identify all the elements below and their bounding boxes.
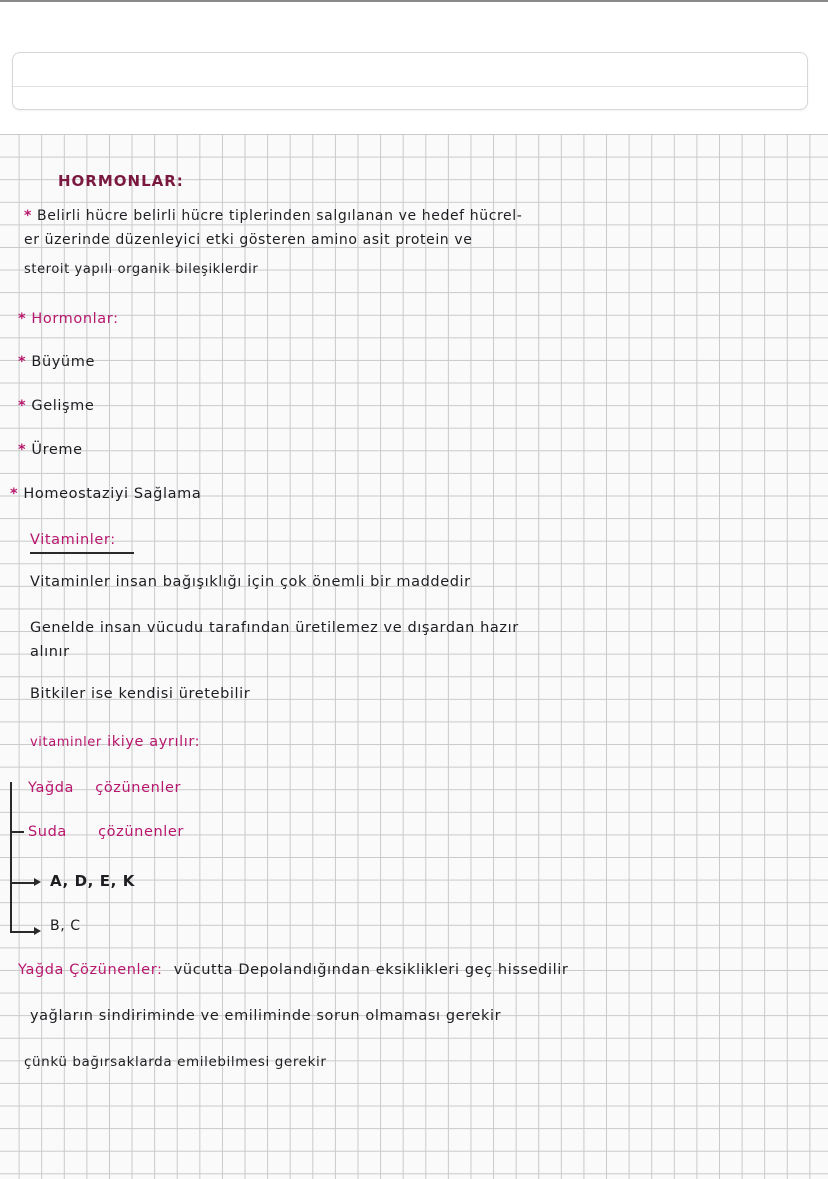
examples-arrow-line-2 bbox=[10, 931, 34, 933]
hormones-heading-text: Hormonlar: bbox=[31, 311, 119, 327]
top-edge-line bbox=[0, 0, 828, 2]
type-name: Yağda bbox=[28, 780, 75, 796]
hormone-function-text: Gelişme bbox=[31, 398, 95, 414]
hormone-function-text: Homeostaziyi Sağlama bbox=[23, 486, 202, 502]
fat-soluble-line-3: çünkü bağırsaklarda emilebilmesi gerekir bbox=[24, 1054, 327, 1070]
bullet-star-icon: * bbox=[18, 354, 27, 370]
example-water-soluble: B, C bbox=[50, 918, 81, 934]
types-branch-line bbox=[10, 831, 24, 833]
grid-notebook-page bbox=[0, 134, 828, 1179]
fat-soluble-line-1 bbox=[18, 962, 568, 978]
fat-soluble-heading: Yağda Çözünenler: bbox=[18, 962, 163, 978]
definition-line-3: steroit yapılı organik bileşiklerdir bbox=[24, 262, 259, 277]
vitamin-line-2: Genelde insan vücudu tarafından üretilemez ve dışardan hazır bbox=[30, 620, 519, 636]
hormone-function-growth bbox=[18, 354, 95, 370]
vitamin-types-emphasis: ikiye ayrılır: bbox=[107, 734, 201, 750]
type-name: Suda bbox=[28, 824, 67, 840]
hormone-function-reproduction bbox=[18, 442, 83, 458]
hormone-function-development bbox=[18, 398, 94, 414]
bullet-star-icon: * bbox=[18, 398, 27, 414]
bullet-star-icon: * bbox=[10, 486, 19, 502]
hormone-function-text: Büyüme bbox=[31, 354, 95, 370]
examples-arrow-line-1 bbox=[10, 882, 34, 884]
bullet-star-icon: * bbox=[18, 442, 27, 458]
type-water-soluble bbox=[28, 824, 184, 840]
hormone-function-text: Üreme bbox=[31, 442, 83, 458]
vitamin-types-heading bbox=[30, 734, 200, 750]
header-divider bbox=[13, 86, 807, 87]
types-bracket bbox=[10, 782, 12, 932]
header-input-box[interactable] bbox=[12, 52, 808, 110]
vitamin-line-1: Vitaminler insan bağışıklığı için çok önemli bir maddedir bbox=[30, 574, 471, 590]
type-fat-soluble bbox=[28, 780, 181, 796]
vitamin-types-prefix: vitaminler bbox=[30, 735, 102, 750]
bullet-star-icon: * bbox=[18, 311, 27, 327]
example-fat-soluble: A, D, E, K bbox=[50, 872, 135, 890]
definition-line-1 bbox=[24, 208, 522, 224]
fat-soluble-line-2: yağların sindiriminde ve emiliminde sorun olmaması gerekir bbox=[30, 1008, 502, 1024]
vitamins-heading-underline bbox=[30, 552, 134, 554]
vitamins-heading: Vitaminler: bbox=[30, 532, 116, 548]
type-rest: çözünenler bbox=[98, 824, 184, 840]
page-title: HORMONLAR: bbox=[58, 172, 184, 190]
hormone-function-homeostasis bbox=[10, 486, 201, 502]
bullet-star-icon: * bbox=[24, 208, 32, 224]
definition-line-2: er üzerinde düzenleyici etki gösteren amino asit protein ve bbox=[24, 232, 473, 248]
arrow-right-icon bbox=[34, 927, 41, 935]
arrow-right-icon bbox=[34, 878, 41, 886]
hormones-heading bbox=[18, 311, 119, 327]
vitamin-line-3: alınır bbox=[30, 644, 70, 660]
fat-soluble-text-1: vücutta Depolandığından eksiklikleri geç hissedilir bbox=[173, 962, 569, 978]
vitamin-line-4: Bitkiler ise kendisi üretebilir bbox=[30, 686, 251, 702]
type-rest: çözünenler bbox=[95, 780, 182, 796]
definition-text-1: Belirli hücre belirli hücre tiplerinden salgılanan ve hedef hücrel- bbox=[36, 208, 523, 224]
